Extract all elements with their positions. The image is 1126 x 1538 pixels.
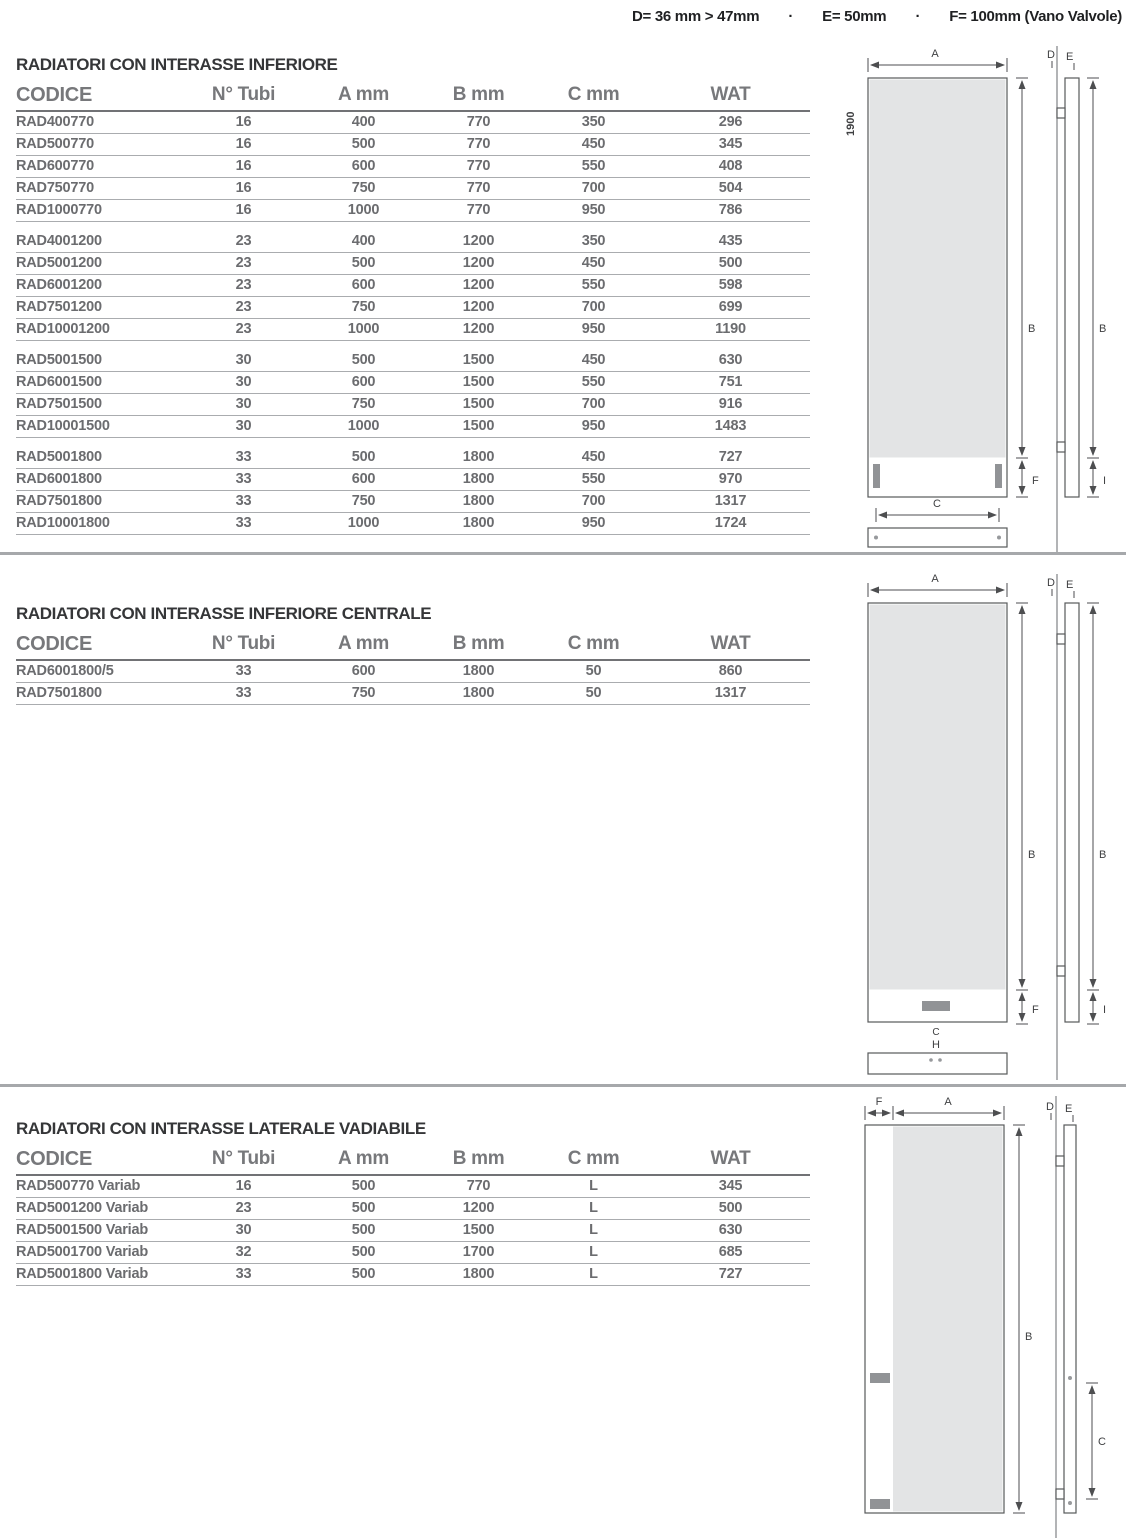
cell-codice: RAD5001500 Variab (16, 1222, 149, 1238)
column-header: B mm (452, 633, 505, 654)
table-row (16, 231, 810, 253)
column-header: CODICE (16, 84, 92, 106)
cell-codice: RAD500770 Variab (16, 1178, 141, 1194)
table-row (16, 447, 810, 469)
section-title: RADIATORI CON INTERASSE INFERIORE CENTRALE (16, 604, 432, 623)
column-header: WAT (710, 633, 751, 654)
table-row (16, 350, 810, 372)
dim-d-label: D (1046, 1101, 1054, 1113)
cell-codice: RAD4001200 (16, 233, 102, 249)
table-cell: 1200 (462, 299, 495, 315)
diagram-radiator-interasse-laterale (840, 1096, 1126, 1538)
table-cell: 600 (351, 374, 376, 390)
wall-bracket (1056, 1489, 1064, 1499)
cell-codice: RAD1000770 (16, 202, 102, 218)
table-cell: 727 (718, 449, 743, 465)
table-row (16, 134, 810, 156)
table-cell: 727 (718, 1266, 743, 1282)
table-cell: 500 (718, 1200, 743, 1216)
table-cell: 600 (351, 663, 376, 679)
diagram-radiator-interasse-centrale (840, 572, 1126, 1082)
column-header: WAT (710, 84, 751, 105)
column-header: A mm (338, 84, 389, 105)
table-cell: 32 (235, 1244, 252, 1260)
table-cell: 500 (718, 255, 743, 271)
cell-codice: RAD7501200 (16, 299, 102, 315)
table-cell: 751 (718, 374, 743, 390)
table-row (16, 491, 810, 513)
table-cell: 1317 (714, 685, 747, 701)
spec-separator: · (788, 8, 794, 25)
table-row (16, 1176, 810, 1198)
table-cell: 950 (581, 202, 606, 218)
table-row (16, 372, 810, 394)
table-cell: 350 (581, 114, 606, 130)
table-cell: 50 (585, 685, 602, 701)
table-row (16, 156, 810, 178)
table-row (16, 683, 810, 705)
column-header: C mm (567, 1148, 620, 1169)
cell-codice: RAD10001500 (16, 418, 110, 434)
table-cell: 750 (351, 493, 376, 509)
radiator-table-inferiore (16, 82, 810, 535)
wall-bracket (1057, 108, 1065, 118)
table-cell: 1500 (462, 1222, 495, 1238)
dim-e-label: E (1065, 1103, 1073, 1115)
table-cell: 750 (351, 396, 376, 412)
table-cell: 350 (581, 233, 606, 249)
table-cell: 435 (718, 233, 743, 249)
table-row (16, 469, 810, 491)
table-cell: 16 (235, 202, 252, 218)
cell-codice: RAD5001800 (16, 449, 102, 465)
table-cell: 16 (235, 136, 252, 152)
dim-i-label: I (1103, 475, 1107, 487)
bottom-connection-dot (938, 1058, 942, 1062)
section-title: RADIATORI CON INTERASSE LATERALE VADIABILE (16, 1119, 426, 1138)
bottom-connection-dot (874, 536, 878, 540)
table-cell: 50 (585, 663, 602, 679)
table-cell: 400 (351, 233, 376, 249)
table-cell: 770 (466, 202, 491, 218)
dim-a-label: A (944, 1096, 952, 1108)
radiator-side-view (1065, 603, 1079, 1022)
table-group (16, 350, 810, 438)
dim-f-label: F (875, 1096, 883, 1108)
lateral-valve-connector (870, 1499, 890, 1509)
table-cell: 1500 (462, 396, 495, 412)
table-cell: 1483 (714, 418, 747, 434)
table-row (16, 200, 810, 222)
table-cell: 1200 (462, 277, 495, 293)
table-cell: 16 (235, 180, 252, 196)
spec-separator: · (915, 8, 921, 25)
column-header: C mm (567, 633, 620, 654)
dim-c-label: C (933, 498, 941, 510)
table-cell: L (589, 1222, 598, 1238)
table-cell: 1000 (347, 202, 380, 218)
radiator-side-view (1065, 78, 1079, 497)
table-header-row (16, 82, 810, 112)
table-cell: 630 (718, 352, 743, 368)
column-header: WAT (710, 1148, 751, 1169)
wall-bracket (1056, 1156, 1064, 1166)
table-header-row (16, 631, 810, 661)
table-cell: 770 (466, 114, 491, 130)
section-divider (0, 1084, 1126, 1087)
table-cell: 1200 (462, 233, 495, 249)
radiator-table-laterale (16, 1146, 810, 1286)
table-row (16, 319, 810, 341)
wall-bracket (1057, 966, 1065, 976)
section-interasse-laterale (16, 1119, 810, 1286)
central-valve-connector (922, 1001, 950, 1011)
cell-codice: RAD7501500 (16, 396, 102, 412)
dim-e-label: E (1066, 579, 1074, 591)
radiator-table-centrale (16, 631, 810, 705)
cell-codice: RAD400770 (16, 114, 94, 130)
table-cell: 950 (581, 418, 606, 434)
table-cell: 1700 (462, 1244, 495, 1260)
cell-codice: RAD5001500 (16, 352, 102, 368)
section-title: RADIATORI CON INTERASSE INFERIORE (16, 55, 338, 74)
table-cell: 345 (718, 136, 743, 152)
spec-d: D= 36 mm > 47mm (632, 8, 760, 25)
table-cell: 600 (351, 277, 376, 293)
table-cell: 916 (718, 396, 743, 412)
table-cell: 700 (581, 493, 606, 509)
table-cell: 500 (351, 255, 376, 271)
table-cell: 500 (351, 449, 376, 465)
table-cell: 33 (235, 493, 252, 509)
table-cell: 786 (718, 202, 743, 218)
table-cell: 500 (351, 1244, 376, 1260)
side-connection-dot (1068, 1376, 1072, 1380)
table-row (16, 275, 810, 297)
table-cell: 30 (235, 396, 252, 412)
table-cell: 1724 (714, 515, 747, 531)
dim-d-label: D (1047, 49, 1055, 61)
table-cell: 860 (718, 663, 743, 679)
table-cell: 550 (581, 277, 606, 293)
table-cell: 700 (581, 299, 606, 315)
table-cell: 598 (718, 277, 743, 293)
spec-bar (632, 8, 1122, 25)
dim-f-label: F (1032, 1004, 1039, 1016)
table-cell: 23 (235, 255, 252, 271)
table-cell: 33 (235, 471, 252, 487)
table-cell: 950 (581, 321, 606, 337)
dim-f-label: F (1032, 475, 1039, 487)
table-cell: 1500 (462, 374, 495, 390)
table-cell: 550 (581, 471, 606, 487)
table-cell: 600 (351, 471, 376, 487)
dim-a-label: A (931, 48, 939, 60)
cell-codice: RAD5001800 Variab (16, 1266, 149, 1282)
dim-c-label: C (932, 1027, 940, 1038)
table-cell: 450 (581, 136, 606, 152)
table-row (16, 513, 810, 535)
table-cell: 700 (581, 396, 606, 412)
radiator-panel (870, 80, 1006, 458)
column-header: CODICE (16, 1148, 92, 1170)
column-header: B mm (452, 1148, 505, 1169)
cell-codice: RAD500770 (16, 136, 94, 152)
table-cell: 699 (718, 299, 743, 315)
table-cell: 1200 (462, 255, 495, 271)
table-cell: 500 (351, 1178, 376, 1194)
table-row (16, 297, 810, 319)
table-cell: 1000 (347, 418, 380, 434)
table-cell: 30 (235, 374, 252, 390)
table-row (16, 416, 810, 438)
table-row (16, 253, 810, 275)
table-cell: 770 (466, 1178, 491, 1194)
table-row (16, 1198, 810, 1220)
table-cell: 1800 (462, 493, 495, 509)
table-cell: 700 (581, 180, 606, 196)
table-cell: 770 (466, 158, 491, 174)
table-header-row (16, 1146, 810, 1176)
table-cell: 630 (718, 1222, 743, 1238)
table-cell: 770 (466, 136, 491, 152)
cell-codice: RAD6001800/5 (16, 663, 114, 679)
valve-connector-left (873, 464, 880, 488)
table-cell: 1800 (462, 663, 495, 679)
table-cell: 1200 (462, 321, 495, 337)
radiator-bottom-view (868, 1053, 1007, 1074)
table-cell: 750 (351, 299, 376, 315)
column-header: N° Tubi (211, 84, 276, 105)
table-cell: 950 (581, 515, 606, 531)
table-cell: 1800 (462, 449, 495, 465)
dim-b-label: B (1099, 323, 1107, 335)
table-cell: L (589, 1200, 598, 1216)
table-cell: 30 (235, 418, 252, 434)
diagram-radiator-interasse-inferiore (840, 44, 1126, 554)
table-cell: 400 (351, 114, 376, 130)
total-height-label: 1900 (845, 111, 857, 136)
section-interasse-inferiore-centrale (16, 604, 810, 705)
table-cell: 23 (235, 233, 252, 249)
table-group (16, 447, 810, 535)
table-cell: 23 (235, 1200, 252, 1216)
bottom-connection-dot (929, 1058, 933, 1062)
dim-b-label: B (1028, 323, 1036, 335)
radiator-bottom-view (868, 528, 1007, 547)
dim-i-label: I (1103, 1004, 1107, 1016)
table-cell: 500 (351, 1266, 376, 1282)
column-header: N° Tubi (211, 1148, 276, 1169)
table-cell: 550 (581, 158, 606, 174)
table-cell: 500 (351, 1200, 376, 1216)
cell-codice: RAD5001200 (16, 255, 102, 271)
table-row (16, 394, 810, 416)
table-cell: 750 (351, 685, 376, 701)
table-cell: 16 (235, 114, 252, 130)
cell-codice: RAD5001700 Variab (16, 1244, 149, 1260)
table-cell: 1190 (715, 321, 746, 337)
column-header: C mm (567, 84, 620, 105)
table-cell: 33 (235, 449, 252, 465)
bottom-connection-dot (997, 536, 1001, 540)
table-row (16, 1264, 810, 1286)
table-row (16, 1242, 810, 1264)
table-cell: 1317 (714, 493, 747, 509)
table-cell: 450 (581, 352, 606, 368)
table-cell: 16 (235, 158, 252, 174)
table-cell: 500 (351, 352, 376, 368)
table-row (16, 661, 810, 683)
table-cell: 550 (581, 374, 606, 390)
table-cell: 33 (235, 663, 252, 679)
radiator-panel (870, 605, 1006, 990)
column-header: B mm (452, 84, 505, 105)
table-cell: 1200 (462, 1200, 495, 1216)
cell-codice: RAD5001200 Variab (16, 1200, 149, 1216)
dim-b-label: B (1028, 849, 1036, 861)
table-cell: 504 (718, 180, 743, 196)
cell-codice: RAD6001800 (16, 471, 102, 487)
table-group (16, 112, 810, 222)
table-cell: 23 (235, 299, 252, 315)
table-cell: 1800 (462, 685, 495, 701)
table-cell: 750 (351, 180, 376, 196)
cell-codice: RAD6001200 (16, 277, 102, 293)
table-cell: 33 (235, 685, 252, 701)
table-row (16, 1220, 810, 1242)
table-cell: 296 (718, 114, 743, 130)
cell-codice: RAD7501800 (16, 493, 102, 509)
wall-bracket (1057, 634, 1065, 644)
table-cell: 345 (718, 1178, 743, 1194)
table-cell: L (589, 1266, 598, 1282)
cell-codice: RAD7501800 (16, 685, 102, 701)
column-header: CODICE (16, 633, 92, 655)
table-cell: 1800 (462, 515, 495, 531)
cell-codice: RAD6001500 (16, 374, 102, 390)
valve-connector-right (995, 464, 1002, 488)
dim-d-label: D (1047, 577, 1055, 589)
radiator-side-view (1064, 1125, 1076, 1513)
table-cell: 1800 (462, 1266, 495, 1282)
table-cell: 16 (235, 1178, 252, 1194)
cell-codice: RAD10001800 (16, 515, 110, 531)
table-cell: 408 (718, 158, 743, 174)
dim-e-label: E (1066, 51, 1074, 63)
table-group (16, 661, 810, 705)
dim-b-label: B (1025, 1331, 1033, 1343)
table-group (16, 1176, 810, 1286)
table-cell: L (589, 1178, 598, 1194)
table-cell: L (589, 1244, 598, 1260)
table-cell: 1500 (462, 352, 495, 368)
table-cell: 30 (235, 1222, 252, 1238)
radiator-panel (893, 1127, 1003, 1512)
table-cell: 500 (351, 1222, 376, 1238)
table-row (16, 112, 810, 134)
table-cell: 450 (581, 255, 606, 271)
table-cell: 30 (235, 352, 252, 368)
cell-codice: RAD600770 (16, 158, 94, 174)
column-header: A mm (338, 633, 389, 654)
lateral-valve-connector (870, 1373, 890, 1383)
cell-codice: RAD10001200 (16, 321, 110, 337)
table-cell: 1000 (347, 321, 380, 337)
table-group (16, 231, 810, 341)
spec-e: E= 50mm (822, 8, 887, 25)
dim-a-label: A (931, 573, 939, 585)
table-cell: 23 (235, 277, 252, 293)
table-cell: 685 (718, 1244, 743, 1260)
table-cell: 450 (581, 449, 606, 465)
table-cell: 500 (351, 136, 376, 152)
column-header: A mm (338, 1148, 389, 1169)
dim-c-label: C (1098, 1436, 1106, 1448)
table-cell: 970 (718, 471, 743, 487)
cell-codice: RAD750770 (16, 180, 94, 196)
table-cell: 1500 (462, 418, 495, 434)
table-cell: 600 (351, 158, 376, 174)
side-connection-dot (1068, 1501, 1072, 1505)
table-cell: 23 (235, 321, 252, 337)
wall-bracket (1057, 442, 1065, 452)
table-cell: 770 (466, 180, 491, 196)
dim-b-label: B (1099, 849, 1107, 861)
dim-h-label: H (932, 1039, 940, 1051)
table-cell: 33 (235, 1266, 252, 1282)
table-row (16, 178, 810, 200)
table-cell: 1000 (347, 515, 380, 531)
column-header: N° Tubi (211, 633, 276, 654)
section-interasse-inferiore (16, 55, 810, 535)
table-cell: 33 (235, 515, 252, 531)
table-cell: 1800 (462, 471, 495, 487)
spec-f: F= 100mm (Vano Valvole) (949, 8, 1122, 25)
